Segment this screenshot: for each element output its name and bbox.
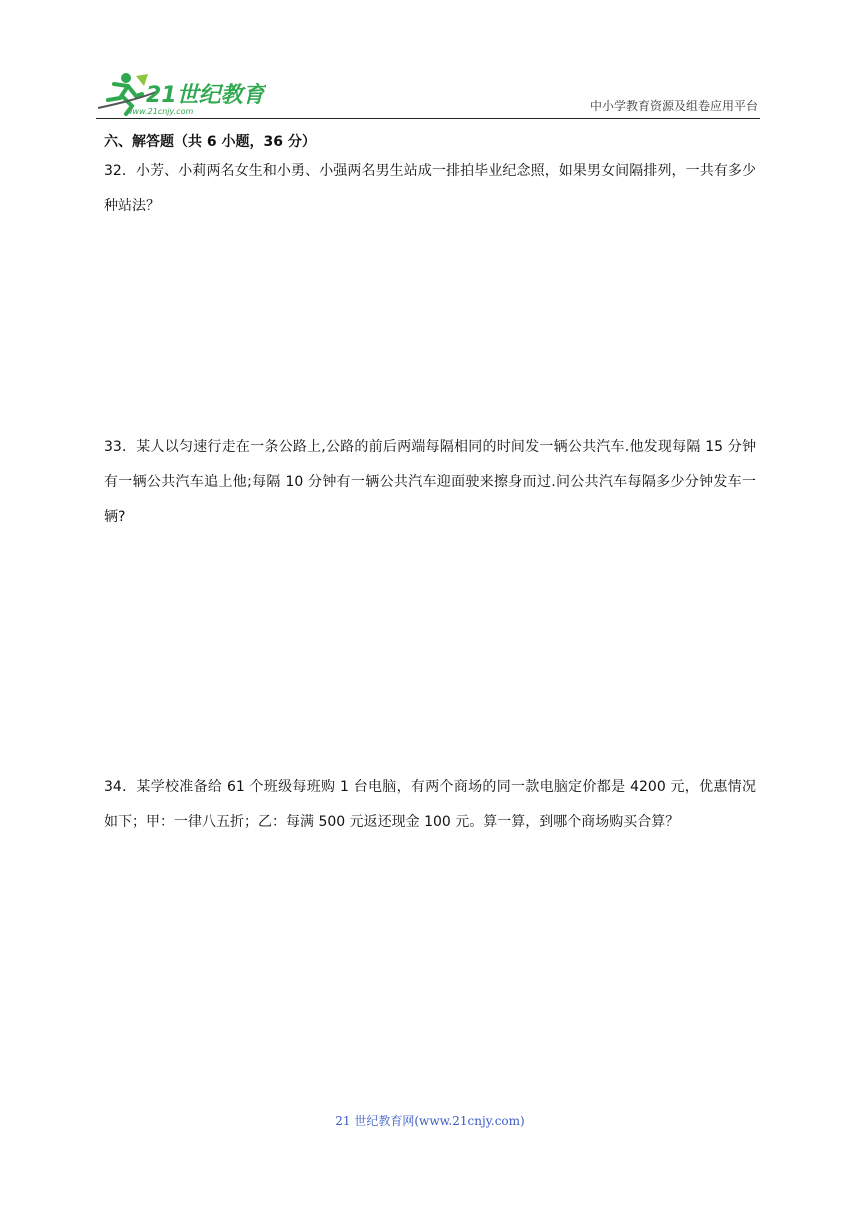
page-footer: 21 世纪教育网(www.21cnjy.com) — [335, 1114, 525, 1128]
question-34: 34．某学校准备给 61 个班级每班购 1 台电脑，有两个商场的同一款电脑定价都是 4200 元，优惠情况如下；甲：一律八五折；乙：每满 500 元返还现金 100 元。算一算，到哪个商场购买合算？ — [104, 779, 756, 830]
svg-text:www.21cnjy.com: www.21cnjy.com — [126, 107, 194, 116]
page-header — [96, 64, 760, 119]
section-title: 六、解答题（共 6 小题，36 分） — [104, 134, 316, 150]
question-32: 32．小芳、小莉两名女生和小勇、小强两名男生站成一排拍毕业纪念照，如果男女间隔排列，一共有多少种站法？ — [104, 163, 756, 214]
svg-text:21世纪教育: 21世纪教育 — [146, 83, 265, 108]
logo-21cnjy — [96, 70, 266, 116]
question-33: 33．某人以匀速行走在一条公路上,公路的前后两端每隔相同的时间发一辆公共汽车.他发现每隔 15 分钟有一辆公共汽车追上他;每隔 10 分钟有一辆公共汽车迎面驶来擦身而过.问公共汽车每隔多少分钟发车一辆? — [104, 439, 756, 525]
platform-label: 中小学教育资源及组卷应用平台 — [589, 99, 758, 113]
